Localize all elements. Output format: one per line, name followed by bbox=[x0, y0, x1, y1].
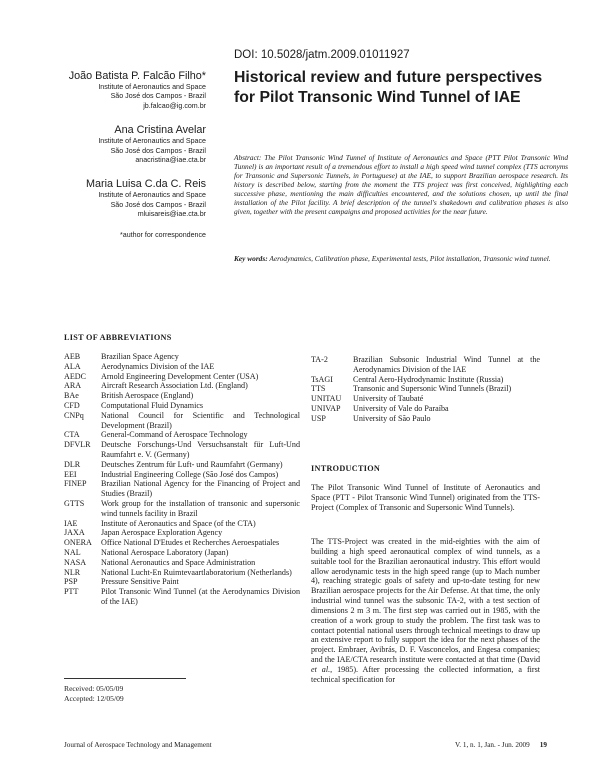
author-block bbox=[20, 70, 206, 239]
abbreviation-row bbox=[311, 384, 540, 394]
keywords-label: Key words: bbox=[234, 254, 268, 263]
author-name: Ana Cristina Avelar bbox=[114, 124, 206, 137]
abbreviation-term: CFD bbox=[64, 400, 80, 410]
author-2 bbox=[20, 124, 206, 165]
abbreviation-row bbox=[64, 362, 300, 372]
abbreviations-list-right bbox=[311, 355, 540, 424]
paper-title: Historical review and future perspectives for Pilot Transonic Wind Tunnel of IAE bbox=[234, 69, 543, 106]
abbreviation-definition: National Aerospace Laboratory (Japan) bbox=[101, 547, 229, 557]
abbreviation-definition: National Lucht-En Ruimtevaartlaboratorium (Netherlands) bbox=[101, 567, 292, 577]
received-date: Received: 05/05/09 bbox=[64, 684, 124, 693]
abbreviation-row bbox=[311, 355, 540, 375]
footer-volume: V. 1, n. 1, Jan. - Jun. 2009 bbox=[455, 741, 530, 749]
accepted-date: Accepted: 12/05/09 bbox=[64, 694, 124, 703]
doi: DOI: 10.5028/jatm.2009.01011927 bbox=[234, 49, 410, 61]
abbreviation-term: TA-2 bbox=[311, 355, 328, 364]
abbreviation-definition: Brazilian Space Agency bbox=[101, 352, 179, 361]
abbreviation-definition: Brazilian Subsonic Industrial Wind Tunnel at the Aerodynamics Division of the IAE bbox=[353, 355, 540, 374]
author-affiliation: Institute of Aeronautics and Space bbox=[98, 83, 206, 91]
author-email: mluisareis@iae.cta.br bbox=[137, 210, 206, 219]
author-3 bbox=[20, 178, 206, 219]
abbreviation-row bbox=[64, 528, 300, 538]
author-affiliation: Institute of Aeronautics and Space bbox=[98, 191, 206, 200]
abbreviation-definition: Aircraft Research Association Ltd. (England) bbox=[101, 381, 248, 391]
author-location: São José dos Campos - Brazil bbox=[110, 200, 206, 209]
abbreviations-list-left bbox=[64, 352, 300, 607]
abbreviation-row bbox=[64, 548, 300, 558]
abbreviation-term: ALA bbox=[64, 361, 81, 371]
submission-dates bbox=[64, 684, 124, 704]
keywords bbox=[234, 254, 568, 263]
abbreviation-definition: University of Vale do Paraíba bbox=[353, 403, 449, 413]
page-number: 19 bbox=[539, 741, 547, 749]
abbreviation-row bbox=[64, 519, 300, 529]
abbreviation-term: NAL bbox=[64, 547, 81, 557]
abbreviation-definition: Pressure Sensitive Paint bbox=[101, 577, 179, 587]
keywords-list: Aerodynamics, Calibration phase, Experimental tests, Pilot installation, Transonic wind tunnel. bbox=[269, 254, 551, 263]
abbreviation-row bbox=[64, 587, 300, 607]
abbreviation-definition: Transonic and Supersonic Wind Tunnels (Brazil) bbox=[353, 384, 512, 394]
abbreviation-term: PTT bbox=[64, 587, 79, 597]
abbreviation-definition: National Aeronautics and Space Administration bbox=[101, 557, 256, 567]
abbreviation-definition: Deutsches Zentrum für Luft- und Raumfahrt (Germany) bbox=[101, 459, 283, 469]
abbreviation-definition: National Council for Scientific and Technological Development (Brazil) bbox=[101, 410, 300, 430]
abbreviation-definition: Industrial Engineering College (São José dos Campos) bbox=[101, 469, 279, 479]
abbreviation-row bbox=[64, 411, 300, 431]
abbreviation-row bbox=[64, 558, 300, 568]
abbreviation-term: AEDC bbox=[64, 371, 87, 381]
introduction-heading: INTRODUCTION bbox=[311, 464, 381, 473]
author-1 bbox=[20, 70, 206, 111]
abbreviation-definition: British Aerospace (England) bbox=[101, 391, 194, 401]
abbreviation-term: FINEP bbox=[64, 479, 87, 489]
abbreviation-term: AEB bbox=[64, 352, 81, 361]
abbreviation-term: PSP bbox=[64, 577, 78, 587]
abbreviation-row bbox=[64, 577, 300, 587]
author-name: João Batista P. Falcão Filho* bbox=[68, 70, 206, 82]
abbreviation-row bbox=[64, 381, 300, 391]
intro-paragraph-2-text: The TTS-Project was created in the mid-eighties with the aim of building a high speed aeronautical complex of wind tunnels, as a suitable tool for the Brazilian aeronautical industry. This effort would allow aerodynamic tests in the high speed range (up to Mach number 4), reaching strategic goals of safety and up-to-date testing for new Brazilian aerospace projects for the Air Defense. At that time, the only industrial wind tunnel was the subsonic TA-2, with a test section of dimensions 2 m 3 m. The first step was carried out in 1985, with the creation of a work group to study the problem. The first task was to contact potential national users through technical meetings to draw up an extensive report to fully support the idea for the next phases of the project. Embraer, Avibrás, D. F. Vasconcelos, and Engesa companies; and the IAE/CTA research institute were contacted at that time (David bbox=[311, 537, 540, 665]
abbreviation-row bbox=[311, 375, 540, 385]
abbreviation-definition: Aerodynamics Division of the IAE bbox=[101, 361, 215, 371]
abbreviations-heading: LIST OF ABBREVIATIONS bbox=[64, 333, 172, 342]
author-email: anacristina@iae.cta.br bbox=[135, 156, 206, 165]
abbreviation-row bbox=[311, 394, 540, 404]
intro-paragraph-1: The Pilot Transonic Wind Tunnel of Institute of Aeronautics and Space (PTT - Pilot Transonic Wind Tunnel) originated from the TTS-Project (Complex of Transonic and Supersonic Wind Tunnels). bbox=[311, 483, 540, 512]
author-location: São José dos Campos - Brazil bbox=[110, 146, 206, 155]
correspondence-note: *author for correspondence bbox=[120, 230, 206, 239]
abbreviation-row bbox=[64, 372, 300, 382]
author-affiliation: Institute of Aeronautics and Space bbox=[98, 137, 206, 146]
footer-journal: Journal of Aerospace Technology and Management bbox=[64, 741, 212, 749]
abbreviation-definition: Work group for the installation of transonic and supersonic wind tunnels facility in Brazil bbox=[101, 498, 300, 518]
abbreviation-term: IAE bbox=[64, 518, 78, 528]
abbreviation-row bbox=[64, 391, 300, 401]
abbreviation-row bbox=[64, 352, 300, 362]
abbreviation-row bbox=[311, 414, 540, 424]
abbreviation-row bbox=[64, 538, 300, 548]
abbreviation-term: UNITAU bbox=[311, 394, 342, 404]
author-location: São José dos Campos - Brazil bbox=[110, 92, 206, 101]
abbreviation-term: ARA bbox=[64, 381, 82, 391]
abbreviation-definition: Deutsche Forschungs-Und Versuchsanstalt für Luft-Und Raumfahrt e. V. (Germany) bbox=[101, 440, 300, 459]
abbreviation-term: ONERA bbox=[64, 538, 92, 548]
abbreviation-row bbox=[311, 404, 540, 414]
abbreviation-term: TsAGI bbox=[311, 374, 333, 384]
footnote-rule bbox=[64, 678, 186, 679]
abbreviation-row bbox=[64, 401, 300, 411]
abbreviation-term: NASA bbox=[64, 557, 87, 567]
abbreviation-definition: University of São Paulo bbox=[353, 413, 431, 423]
author-name: Maria Luisa C.da C. Reis bbox=[85, 178, 206, 191]
abbreviation-row bbox=[64, 479, 300, 499]
intro-paragraph-2-text-end: , 1985). After processing the collected information, a first technical specification for bbox=[311, 664, 541, 684]
author-email: jb.falcao@ig.com.br bbox=[143, 101, 206, 110]
abbreviation-term: CNPq bbox=[64, 410, 84, 420]
abbreviation-term: DLR bbox=[64, 459, 81, 469]
abbreviation-term: NLR bbox=[64, 567, 81, 577]
footer-issue bbox=[455, 741, 547, 749]
abbreviation-definition: Brazilian National Agency for the Financing of Project and Studies (Brazil) bbox=[101, 479, 300, 499]
abbreviation-row bbox=[64, 470, 300, 480]
abbreviation-definition: Office National D'Etudes et Recherches Aeroespatiales bbox=[101, 538, 280, 548]
abbreviation-term: TTS bbox=[311, 384, 326, 394]
abbreviation-definition: Pilot Transonic Wind Tunnel (at the Aerodynamics Division of the IAE) bbox=[101, 587, 300, 606]
abbreviation-term: CTA bbox=[64, 430, 80, 440]
abbreviation-term: GTTS bbox=[64, 498, 85, 508]
abstract: Abstract: The Pilot Transonic Wind Tunnel of Institute of Aeronautics and Space (PTT Pilot Transonic Wind Tunnel) is an important result of a tremendous effort to install a high speed wind tunnel complex (TTS acronyms for Transonic and Supersonic Tunnels, in Portuguese) at the IAE, to support Brazilian aerospace research. Its history is described below, starting from the moment the TTS project was first conceived, highlighting each successive phase, mentioning the main difficulties encountered, and the solutions chosen, up until the final installation of the Pilot facility. A brief description of the tunnel's shakedown and calibration phases is also given, together with the present campaigns and proposed activities for the near future. bbox=[234, 153, 568, 217]
abbreviation-definition: University of Taubaté bbox=[353, 394, 424, 404]
abbreviation-definition: Japan Aerospace Exploration Agency bbox=[101, 528, 223, 538]
abbreviation-term: BAe bbox=[64, 391, 79, 401]
abbreviation-term: DFVLR bbox=[64, 440, 91, 450]
abbreviation-term: JAXA bbox=[64, 528, 85, 538]
abbreviation-row bbox=[64, 499, 300, 519]
abbreviation-definition: Arnold Engineering Development Center (USA) bbox=[101, 371, 259, 381]
abbreviation-definition: General-Command of Aerospace Technology bbox=[101, 430, 248, 440]
abbreviation-term: USP bbox=[311, 413, 326, 423]
abbreviation-row bbox=[64, 430, 300, 440]
abbreviation-row bbox=[64, 440, 300, 460]
abbreviation-definition: Central Aero-Hydrodynamic Institute (Russia) bbox=[353, 374, 504, 384]
abbreviation-row bbox=[64, 460, 300, 470]
abbreviation-term: EEI bbox=[64, 469, 77, 479]
abbreviation-definition: Institute of Aeronautics and Space (of the CTA) bbox=[101, 518, 256, 528]
intro-paragraph-2 bbox=[311, 537, 540, 685]
abbreviation-row bbox=[64, 568, 300, 578]
abbreviation-term: UNIVAP bbox=[311, 403, 341, 413]
citation-etal: et al. bbox=[311, 664, 331, 674]
abbreviation-definition: Computational Fluid Dynamics bbox=[101, 400, 204, 410]
